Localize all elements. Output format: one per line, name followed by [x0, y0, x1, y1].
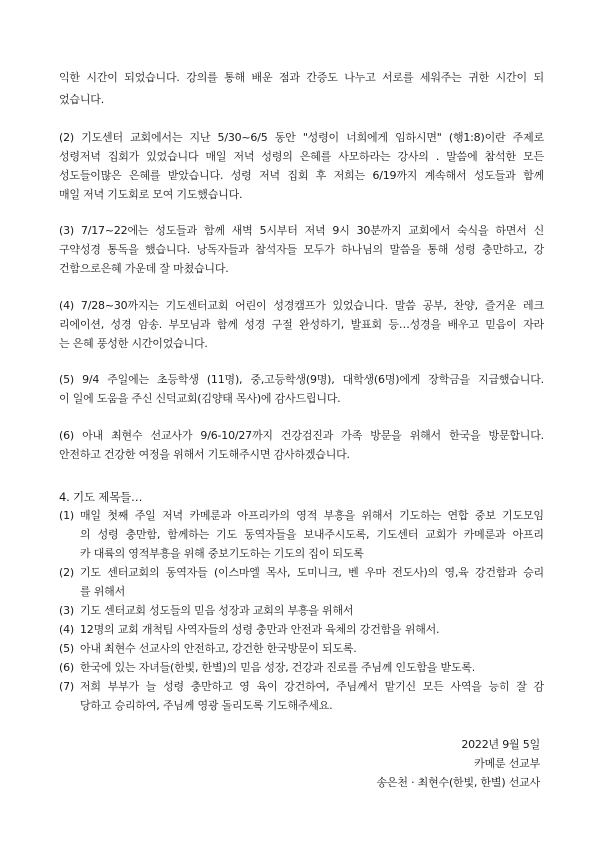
prayer-text: 저희 부부가 늘 성령 충만하고 영 육이 강건하여, 주님께서 맡기신 모든 사역을 능히 잘 감 [80, 680, 544, 693]
prayer-number: (5) [59, 642, 74, 655]
signature-org: 카메룬 선교부 [474, 757, 540, 770]
prayer-number: (2) [59, 566, 74, 579]
prayer-text: 의 성령 충만함, 함께하는 기도 동역자들을 보내주시도록, 기도센터 교회가 카메룬과 아프리 [80, 528, 544, 541]
prayer-text: 를 위해서 [80, 585, 126, 598]
news-4-line-3: 는 은혜 풍성한 시간이었습니다. [59, 337, 208, 350]
news-6-line-2: 안전하고 건강한 여정을 위해서 기도해주시면 감사하겠습니다. [59, 448, 350, 461]
prayer-item-7-cont [59, 697, 549, 715]
prayer-text: 기도 센터교회 성도들의 믿음 성장과 교회의 부흥을 위해서 [80, 604, 354, 617]
prayer-text: 아내 최현수 선교사의 안전하고, 강건한 한국방문이 되도록. [80, 642, 357, 655]
signature-date: 2022년 9월 5일 [461, 738, 540, 751]
news-4-line-2: 리에이션, 성경 암송. 부모님과 함께 성경 구절 완성하기, 발표회 등…성경을 배우고 믿음이 자라 [59, 318, 544, 331]
prayer-text: 기도 센터교회의 동역자들 (이스마엘 목사, 도미니크, 벤 우마 전도사)의 영,육 강건함과 승리 [80, 566, 544, 579]
news-3-line-3: 건함으로은혜 가운데 잘 마쳤습니다. [59, 262, 229, 275]
news-4-line-1: (4) 7/28~30까지는 기도센터교회 어린이 성경캠프가 있었습니다. 말씀 공부, 찬양, 즐거운 레크 [59, 299, 544, 312]
intro-line-1: 익한 시간이 되었습니다. 강의를 통해 배운 점과 간증도 나누고 서로를 세워주는 귀한 시간이 되 [59, 71, 544, 84]
prayer-item-1 [59, 507, 549, 525]
intro-line-2: 었습니다. [59, 93, 105, 106]
prayer-number: (4) [59, 623, 74, 636]
prayer-item-2 [59, 564, 549, 582]
prayer-heading: 4. 기도 제목들… [59, 490, 143, 504]
prayer-text: 12명의 교회 개척팀 사역자들의 성령 충만과 안전과 육체의 강건함을 위해서. [80, 623, 440, 636]
prayer-item-3 [59, 602, 549, 620]
prayer-number: (6) [59, 661, 74, 674]
prayer-item-7 [59, 678, 549, 696]
news-2-line-1: (2) 기도센터 교회에서는 지난 5/30~6/5 동안 "성령이 너희에게 임하시면" (행1:8)이란 주제로 [59, 131, 544, 144]
prayer-text: 한국에 있는 자녀들(한빛, 한별)의 믿음 성장, 건강과 진로를 주님께 인도함을 받도록. [80, 661, 476, 674]
prayer-item-1-cont [59, 545, 549, 563]
prayer-text: 매일 첫째 주일 저녁 카메룬과 아프리카의 영적 부흥을 위해서 기도하는 연합 중보 기도모임 [80, 509, 544, 522]
news-6-line-1: (6) 아내 최현수 선교사가 9/6-10/27까지 건강검진과 가족 방문을 위해서 한국을 방문합니다. [59, 429, 544, 442]
news-3-line-1: (3) 7/17~22에는 성도들과 함께 새벽 5시부터 저녁 9시 30분까지 교회에서 숙식을 하면서 신 [59, 224, 544, 237]
prayer-item-5 [59, 640, 549, 658]
prayer-item-6 [59, 659, 549, 677]
prayer-item-1-cont [59, 526, 549, 544]
prayer-number: (7) [59, 680, 74, 693]
prayer-number: (3) [59, 604, 74, 617]
prayer-number: (1) [59, 509, 74, 522]
signature-names: 송은천 · 최현수(한빛, 한별) 선교사 [376, 776, 540, 789]
prayer-text: 카 대륙의 영적부흥을 위해 중보기도하는 기도의 집이 되도록 [80, 547, 364, 560]
news-3-line-2: 구약성경 통독을 했습니다. 낭독자들과 참석자들 모두가 하나님의 말씀을 통해 성령 충만하고, 강 [59, 243, 544, 256]
news-5-line-2: 이 일에 도움을 주신 신덕교회(김양태 목사)에 감사드립니다. [59, 392, 341, 405]
news-2-line-2: 성령저녁 집회가 있었습니다 매일 저녁 성령의 은혜를 사모하라는 강사의 . 말씀에 참석한 모든 [59, 150, 544, 163]
prayer-item-4 [59, 621, 549, 639]
news-2-line-4: 매일 저녁 기도회로 모여 기도했습니다. [59, 188, 243, 201]
prayer-item-2-cont [59, 583, 549, 601]
news-2-line-3: 성도들이많은 은혜를 받았습니다. 성령 저녁 집회 후 저희는 6/19까지 계속해서 성도들과 함께 [59, 169, 544, 182]
news-5-line-1: (5) 9/4 주일에는 초등학생 (11명), 중,고등학생(9명), 대학생(6명)에게 장학금을 지급했습니다. [59, 373, 544, 386]
prayer-text: 당하고 승리하여, 주님께 영광 돌리도록 기도해주세요. [80, 699, 333, 712]
